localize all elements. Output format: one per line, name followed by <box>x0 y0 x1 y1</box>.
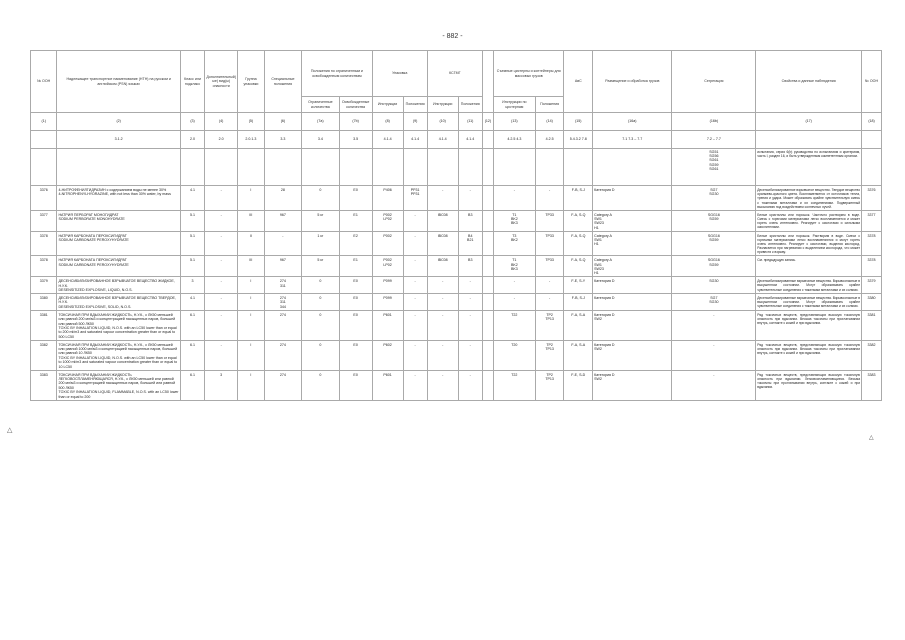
class: 5.1 <box>180 210 204 231</box>
class: 4.1 <box>180 294 204 311</box>
header-pkg-instructions: Инструкции <box>372 97 403 113</box>
tank-provisions: TP33 <box>535 210 564 231</box>
stowage-handling: Category A SW1 SW23 H1 <box>593 256 672 277</box>
header-packing-group: Группа упаковки <box>238 51 264 113</box>
continuation-properties: испытания, серия 6(b) руководства по испытаниям и критериям, часть I, раздел 16, и быть утвержденным компетентным органом. <box>756 149 862 186</box>
column-number: (13) <box>493 113 535 131</box>
subsidiary-hazard: - <box>205 340 238 370</box>
header-limited: Ограниченные количества <box>302 97 339 113</box>
header-packagings: Упаковка <box>372 51 427 97</box>
properties-observations: Десенсибилизированные взрывчатые вещества. Взрывоопасные в высушенном состоянии. Могут образовывать крайне чувствительные соединения с тяжелыми металлами и их солями. <box>756 277 862 294</box>
subsidiary-hazard: - <box>205 256 238 277</box>
special-provisions: 274 311 344 <box>264 294 301 311</box>
packing-group: II <box>238 231 264 256</box>
proper-shipping-name: 4-НИТРОФЕНИЛГИДРАЗИН с содержанием воды не менее 30% 4-NITROPHENYLHYDRAZINE, with not less than 30% water, by mass <box>57 186 180 211</box>
proper-shipping-name: НАТРИЯ КАРБОНАТА ПЕРОКСИГИДРАТ SODIUM CARBONATE PEROXYHYDRATE <box>57 256 180 277</box>
segregation: - <box>672 340 756 370</box>
special-provisions: 274 <box>264 340 301 370</box>
column-reference <box>862 131 882 149</box>
stowage-handling: Категория D <box>593 277 672 294</box>
header-ibcs: КСГМГ <box>427 51 482 97</box>
column-number: (8) <box>372 113 403 131</box>
ibc-provisions: - <box>458 277 482 294</box>
column-number: (5) <box>238 113 264 131</box>
ibc-provisions: - <box>458 186 482 211</box>
tank-provisions: TP2 TP13 <box>535 340 564 370</box>
stowage-handling: Категория D <box>593 294 672 311</box>
ems: F-A, S-Q <box>564 231 593 256</box>
column-number: (7b) <box>339 113 372 131</box>
ibc-provisions: B3 <box>458 210 482 231</box>
packing-instructions: P002 LP02 <box>372 256 403 277</box>
header-limited-excepted: Положения по ограниченным и освобожденным количествам <box>302 51 373 97</box>
tank-provisions: - <box>535 294 564 311</box>
un-number: 3382 <box>31 340 57 370</box>
table-row <box>31 256 882 277</box>
class: 6.1 <box>180 370 204 400</box>
table-row <box>31 310 882 340</box>
proper-shipping-name: ТОКСИЧНАЯ ПРИ ВДЫХАНИИ ЖИДКОСТЬ, Н.У.К., с ЛК50 меньшей или равной 1000 мл/м3 и концентрацией насыщенных паров, большей или равной 10 ЛК50 TOXIC BY INHALATION LIQUID, N.O.S. with an LC50 lower than or equal to 1000 ml/m3 and saturated vapour concentration greater than or equal to 10 LC50 <box>57 340 180 370</box>
change-marker-icon-right: △ <box>869 435 874 441</box>
header-properties: Свойства и данные наблюдения <box>756 51 862 113</box>
table-row <box>31 294 882 311</box>
tank-provisions: TP2 TP13 <box>535 370 564 400</box>
header-stowage: Размещение и обработка грузов <box>593 51 672 113</box>
column-reference: 4.1.4 <box>427 131 458 149</box>
column-number: (10) <box>427 113 458 131</box>
un-number-end: 3376 <box>862 186 882 211</box>
blank-cell <box>482 294 493 311</box>
ems: F-E, S-D <box>564 370 593 400</box>
un-number-end: 3382 <box>862 340 882 370</box>
table-row <box>31 340 882 370</box>
ibc-instructions: IBC08 <box>427 231 458 256</box>
un-number: 3378 <box>31 256 57 277</box>
header-subsidiary: Дополнительный(ые) вид(ы) опасности <box>205 51 238 113</box>
continuation-row <box>31 149 882 186</box>
packing-group: I <box>238 340 264 370</box>
properties-observations: Белые кристаллы или порошок. Частично растворим в воде. Смесь с горючими материалами легко воспламеняется и может гореть очень интенсивно. Реагирует с кислотами и сильными окислителями. <box>756 210 862 231</box>
tank-instructions: T22 <box>493 370 535 400</box>
column-reference: 2.0 <box>205 131 238 149</box>
ibc-instructions: - <box>427 186 458 211</box>
un-number-end: 3383 <box>862 370 882 400</box>
proper-shipping-name: ТОКСИЧНАЯ ПРИ ВДЫХАНИИ ЖИДКОСТЬ, Н.У.К., с ЛК50 меньшей или равной 200 мл/м3 и концентрацией насыщенных паров, большей или равной 500 ЛК50 TOXIC BY INHALATION LIQUID, N.O.S. with an LC50 lower than or equal to 200 ml/m3 and saturated vapour concentration greater than or equal to 500 LC50 <box>57 310 180 340</box>
column-number: (16b) <box>672 113 756 131</box>
column-number: (11) <box>458 113 482 131</box>
properties-observations: Ряд токсичных веществ, представляющих высокую токсичную опасность при вдыхании. Весьма токсичны при проглатывании внутрь, контакте с кожей и при вдыхании. <box>756 310 862 340</box>
column-reference: 4.1.4 <box>458 131 482 149</box>
blank-cell <box>482 277 493 294</box>
packing-instructions: P601 <box>372 370 403 400</box>
blank-cell <box>482 256 493 277</box>
special-provisions: 28 <box>264 186 301 211</box>
ems: F-A, S-A <box>564 310 593 340</box>
column-reference: 4.2.5 <box>535 131 564 149</box>
header-pkg-provisions: Положения <box>403 97 427 113</box>
un-number: 3380 <box>31 294 57 311</box>
header-tank-instructions: Инструкции по цистернам <box>493 97 535 113</box>
special-provisions: 274 <box>264 370 301 400</box>
special-provisions: 274 <box>264 310 301 340</box>
packing-provisions: - <box>403 231 427 256</box>
limited-quantity: 0 <box>302 186 339 211</box>
packing-instructions: P406 <box>372 186 403 211</box>
column-reference: 3.3 <box>264 131 301 149</box>
packing-instructions: P099 <box>372 277 403 294</box>
header-ems: АвС <box>564 51 593 113</box>
tank-instructions: T3 BK2 <box>493 231 535 256</box>
limited-quantity: 1 кг <box>302 231 339 256</box>
column-number: (16a) <box>593 113 672 131</box>
packing-instructions: P601 <box>372 310 403 340</box>
packing-instructions: P002 <box>372 231 403 256</box>
packing-group: I <box>238 294 264 311</box>
header-ibc-provisions: Положения <box>458 97 482 113</box>
column-reference: 7.1 7.3 – 7.7 <box>593 131 672 149</box>
ibc-provisions: B4 B21 <box>458 231 482 256</box>
column-reference: 7.2 – 7.7 <box>672 131 756 149</box>
excepted-quantity: E0 <box>339 310 372 340</box>
proper-shipping-name: ДЕСЕНСИБИЛИЗИРОВАННОЕ ВЗРЫВЧАТОЕ ВЕЩЕСТВО ТВЕРДОЕ, Н.У.К. DESENSITIZED EXPLOSIVE, SOLID, N.O.S. <box>57 294 180 311</box>
packing-group: I <box>238 370 264 400</box>
proper-shipping-name: НАТРИЯ КАРБОНАТА ПЕРОКСИГИДРАТ SODIUM CARBONATE PEROXYHYDRATE <box>57 231 180 256</box>
packing-provisions: - <box>403 294 427 311</box>
column-references-row <box>31 131 882 149</box>
header-ibc-instructions: Инструкции <box>427 97 458 113</box>
class: 6.1 <box>180 310 204 340</box>
packing-group: III <box>238 210 264 231</box>
column-number: (9) <box>403 113 427 131</box>
tank-instructions: T1 BK2 BK3 <box>493 256 535 277</box>
page-number: - 882 - <box>442 33 463 40</box>
header-blank <box>482 51 493 113</box>
tank-instructions: - <box>493 294 535 311</box>
proper-shipping-name: ДЕСЕНСИБИЛИЗИРОВАННОЕ ВЗРЫВЧАТОЕ ВЕЩЕСТВО ЖИДКОЕ, Н.У.К. DESENSITIZED EXPLOSIVE, LIQUID, N.O.S. <box>57 277 180 294</box>
subsidiary-hazard: - <box>205 277 238 294</box>
un-number-end: 3380 <box>862 294 882 311</box>
un-number-end: 3378 <box>862 231 882 256</box>
tank-provisions: - <box>535 277 564 294</box>
header-segregation: Сегрегация <box>672 51 756 113</box>
un-number: 3379 <box>31 277 57 294</box>
tank-instructions: T1 BK2 BK3 <box>493 210 535 231</box>
un-number: 3378 <box>31 231 57 256</box>
stowage-handling: Категория D SW2 <box>593 340 672 370</box>
stowage-handling: Category A SW1 H1 <box>593 231 672 256</box>
packing-group: III <box>238 256 264 277</box>
class: 4.1 <box>180 186 204 211</box>
tank-instructions: T20 <box>493 340 535 370</box>
column-number: (12) <box>482 113 493 131</box>
limited-quantity: 5 кг <box>302 256 339 277</box>
column-reference: 4.1.4 <box>372 131 403 149</box>
column-reference: 3.4 <box>302 131 339 149</box>
limited-quantity: 0 <box>302 294 339 311</box>
packing-group: I <box>238 277 264 294</box>
table-row <box>31 210 882 231</box>
column-number: (17) <box>756 113 862 131</box>
column-reference: 4.1.4 <box>403 131 427 149</box>
ibc-instructions: IBC08 <box>427 210 458 231</box>
ibc-instructions: - <box>427 370 458 400</box>
segregation: SG7 SG30 <box>672 294 756 311</box>
column-number: (3) <box>180 113 204 131</box>
excepted-quantity: E0 <box>339 294 372 311</box>
column-number: (1) <box>31 113 57 131</box>
class: 5.1 <box>180 256 204 277</box>
header-special-provisions: Специальные положения <box>264 51 301 113</box>
header-un-no-end: № ООН <box>862 51 882 113</box>
blank-cell <box>482 370 493 400</box>
excepted-quantity: E1 <box>339 210 372 231</box>
header-un-no: № ООН <box>31 51 57 113</box>
column-numbers-row <box>31 113 882 131</box>
stowage-handling: Категория D SW2 <box>593 370 672 400</box>
excepted-quantity: E0 <box>339 186 372 211</box>
packing-provisions: - <box>403 370 427 400</box>
tank-provisions: - <box>535 186 564 211</box>
header-name: Надлежащее транспортное наименование (НТН) на русском и английском (PSN) языках <box>57 51 180 113</box>
properties-observations: Ряд токсичных веществ, представляющих высокую токсичную опасность при вдыхании. Легковоспламеняющиеся. Весьма токсичны при проглатывании внутрь, контакте с кожей и при вдыхании. <box>756 370 862 400</box>
proper-shipping-name: ТОКСИЧНАЯ ПРИ ВДЫХАНИИ ЖИДКОСТЬ ЛЕГКОВОСПЛАМЕНЯЮЩАЯСЯ, Н.У.К., с ЛК50 меньшей или равной 200 мл/м3 и концентрацией насыщенных паров, большей или равной 500 ЛК50 TOXIC BY INHALATION LIQUID, FLAMMABLE, N.O.S. with an LC50 lower than or equal to 200 <box>57 370 180 400</box>
column-reference: 2.0.1.3 <box>238 131 264 149</box>
packing-group: I <box>238 310 264 340</box>
packing-instructions: P002 LP02 <box>372 210 403 231</box>
packing-provisions: - <box>403 340 427 370</box>
properties-observations: Ряд токсичных веществ, представляющих высокую токсичную опасность при вдыхании. Весьма токсичны при проглатывании внутрь, контакте с кожей и при вдыхании. <box>756 340 862 370</box>
dangerous-goods-list-table <box>30 50 882 401</box>
tank-provisions: TP33 <box>535 256 564 277</box>
un-number: 3381 <box>31 310 57 340</box>
subsidiary-hazard: - <box>205 186 238 211</box>
packing-instructions: P099 <box>372 294 403 311</box>
column-number: (15) <box>564 113 593 131</box>
limited-quantity: 0 <box>302 340 339 370</box>
segregation: SG7 SG30 <box>672 186 756 211</box>
packing-instructions: P602 <box>372 340 403 370</box>
ibc-provisions: - <box>458 294 482 311</box>
column-reference <box>482 131 493 149</box>
table-row <box>31 186 882 211</box>
table-row <box>31 370 882 400</box>
un-number-end: 3379 <box>862 277 882 294</box>
ibc-instructions: - <box>427 277 458 294</box>
excepted-quantity: E0 <box>339 277 372 294</box>
segregation: - <box>672 310 756 340</box>
class: 3 <box>180 277 204 294</box>
blank-cell <box>482 340 493 370</box>
properties-observations: Десенсибилизированное взрывчатое вещество. Твердое вещество оранжево-красного цвета. Воспламеняется от источников тепла, трения и удара. Может образовать крайне чувствительную смесь с тяжелыми металлами и их соединениями. Подверженный высыханию под воздействием солнечных лучей. <box>756 186 862 211</box>
ibc-provisions: B3 <box>458 256 482 277</box>
segregation: SGG16 SG59 <box>672 231 756 256</box>
limited-quantity: 0 <box>302 310 339 340</box>
subsidiary-hazard: - <box>205 231 238 256</box>
ems: F-A, S-Q <box>564 210 593 231</box>
special-provisions: 967 <box>264 210 301 231</box>
properties-observations: Десенсибилизированные взрывчатые вещества. Взрывоопасные в высушенном состоянии. Могут образовывать крайне чувствительные соединения с тяжелыми металлами и их солями. <box>756 294 862 311</box>
tank-instructions: - <box>493 186 535 211</box>
subsidiary-hazard: - <box>205 294 238 311</box>
column-number: (18) <box>862 113 882 131</box>
header-tank-provisions: Положения <box>535 97 564 113</box>
ems: F-B, S-J <box>564 294 593 311</box>
packing-provisions: PP31 PP31 <box>403 186 427 211</box>
table-row <box>31 277 882 294</box>
un-number: 3377 <box>31 210 57 231</box>
ems: F-A, S-Q <box>564 256 593 277</box>
segregation: SGG16 SG59 <box>672 210 756 231</box>
blank-cell <box>482 231 493 256</box>
packing-provisions: - <box>403 310 427 340</box>
column-number: (2) <box>57 113 180 131</box>
column-reference: 5.4.3.2 7.8 <box>564 131 593 149</box>
limited-quantity: 5 кг <box>302 210 339 231</box>
class: 5.1 <box>180 231 204 256</box>
packing-provisions: - <box>403 256 427 277</box>
un-number: 3376 <box>31 186 57 211</box>
column-number: (4) <box>205 113 238 131</box>
un-number-end: 3378 <box>862 256 882 277</box>
properties-observations: Белые кристаллы или порошок. Растворим в воде. Смеси с горючими материалами легко воспламеняются и могут гореть очень интенсивно. Реагирует с кислотами, выделяя кислород. Разлагается при нагревании с выделением кислорода, что может привести к взрыву. <box>756 231 862 256</box>
subsidiary-hazard: 3 <box>205 370 238 400</box>
stowage-handling: Категория D SW2 <box>593 310 672 340</box>
class: 6.1 <box>180 340 204 370</box>
packing-group: I <box>238 186 264 211</box>
limited-quantity: 0 <box>302 370 339 400</box>
header-excepted: Освобожденные количества <box>339 97 372 113</box>
subsidiary-hazard: - <box>205 210 238 231</box>
column-number: (6) <box>264 113 301 131</box>
ibc-provisions: - <box>458 370 482 400</box>
column-reference <box>756 131 862 149</box>
ibc-instructions: - <box>427 294 458 311</box>
special-provisions: 967 <box>264 256 301 277</box>
ibc-instructions: IBC08 <box>427 256 458 277</box>
ems: F-E, S-Y <box>564 277 593 294</box>
un-number-end: 3381 <box>862 310 882 340</box>
segregation: SG30 <box>672 277 756 294</box>
table-row <box>31 231 882 256</box>
packing-provisions: - <box>403 277 427 294</box>
excepted-quantity: E2 <box>339 231 372 256</box>
tank-provisions: TP33 <box>535 231 564 256</box>
special-provisions: 274 311 <box>264 277 301 294</box>
column-reference: 3.1.2 <box>57 131 180 149</box>
special-provisions: - <box>264 231 301 256</box>
proper-shipping-name: НАТРИЯ ПЕРБОРАТ МОНОГИДРАТ SODIUM PERBORATE MONOHYDRATE <box>57 210 180 231</box>
excepted-quantity: E0 <box>339 370 372 400</box>
ibc-instructions: - <box>427 310 458 340</box>
limited-quantity: 0 <box>302 277 339 294</box>
column-reference: 4.2.5 4.3 <box>493 131 535 149</box>
segregation: SGG16 SG59 <box>672 256 756 277</box>
excepted-quantity: E1 <box>339 256 372 277</box>
header-tanks: Съемные цистерны и контейнеры для массовых грузов <box>493 51 564 97</box>
column-number: (7a) <box>302 113 339 131</box>
column-number: (14) <box>535 113 564 131</box>
properties-observations: См. предыдущую запись. <box>756 256 862 277</box>
continuation-segregation: SG51 SG56 SG61 SG59 SG61 <box>672 149 756 186</box>
blank-cell <box>482 210 493 231</box>
segregation: - <box>672 370 756 400</box>
packing-provisions: - <box>403 210 427 231</box>
subsidiary-hazard: - <box>205 310 238 340</box>
change-marker-icon: △ <box>7 427 13 434</box>
column-reference: 2.0 <box>180 131 204 149</box>
ems: F-B, S-J <box>564 186 593 211</box>
un-number-end: 3377 <box>862 210 882 231</box>
blank-cell <box>482 186 493 211</box>
blank-cell <box>482 310 493 340</box>
tank-provisions: TP2 TP13 <box>535 310 564 340</box>
stowage-handling: Категория D <box>593 186 672 211</box>
ems: F-A, S-A <box>564 340 593 370</box>
ibc-instructions: - <box>427 340 458 370</box>
un-number: 3383 <box>31 370 57 400</box>
excepted-quantity: E0 <box>339 340 372 370</box>
stowage-handling: Category A SW1 SW23 H1 <box>593 210 672 231</box>
tank-instructions: - <box>493 277 535 294</box>
header-class: Класс или подкласс <box>180 51 204 113</box>
ibc-provisions: - <box>458 310 482 340</box>
column-reference <box>31 131 57 149</box>
column-reference: 3.5 <box>339 131 372 149</box>
tank-instructions: T22 <box>493 310 535 340</box>
ibc-provisions: - <box>458 340 482 370</box>
